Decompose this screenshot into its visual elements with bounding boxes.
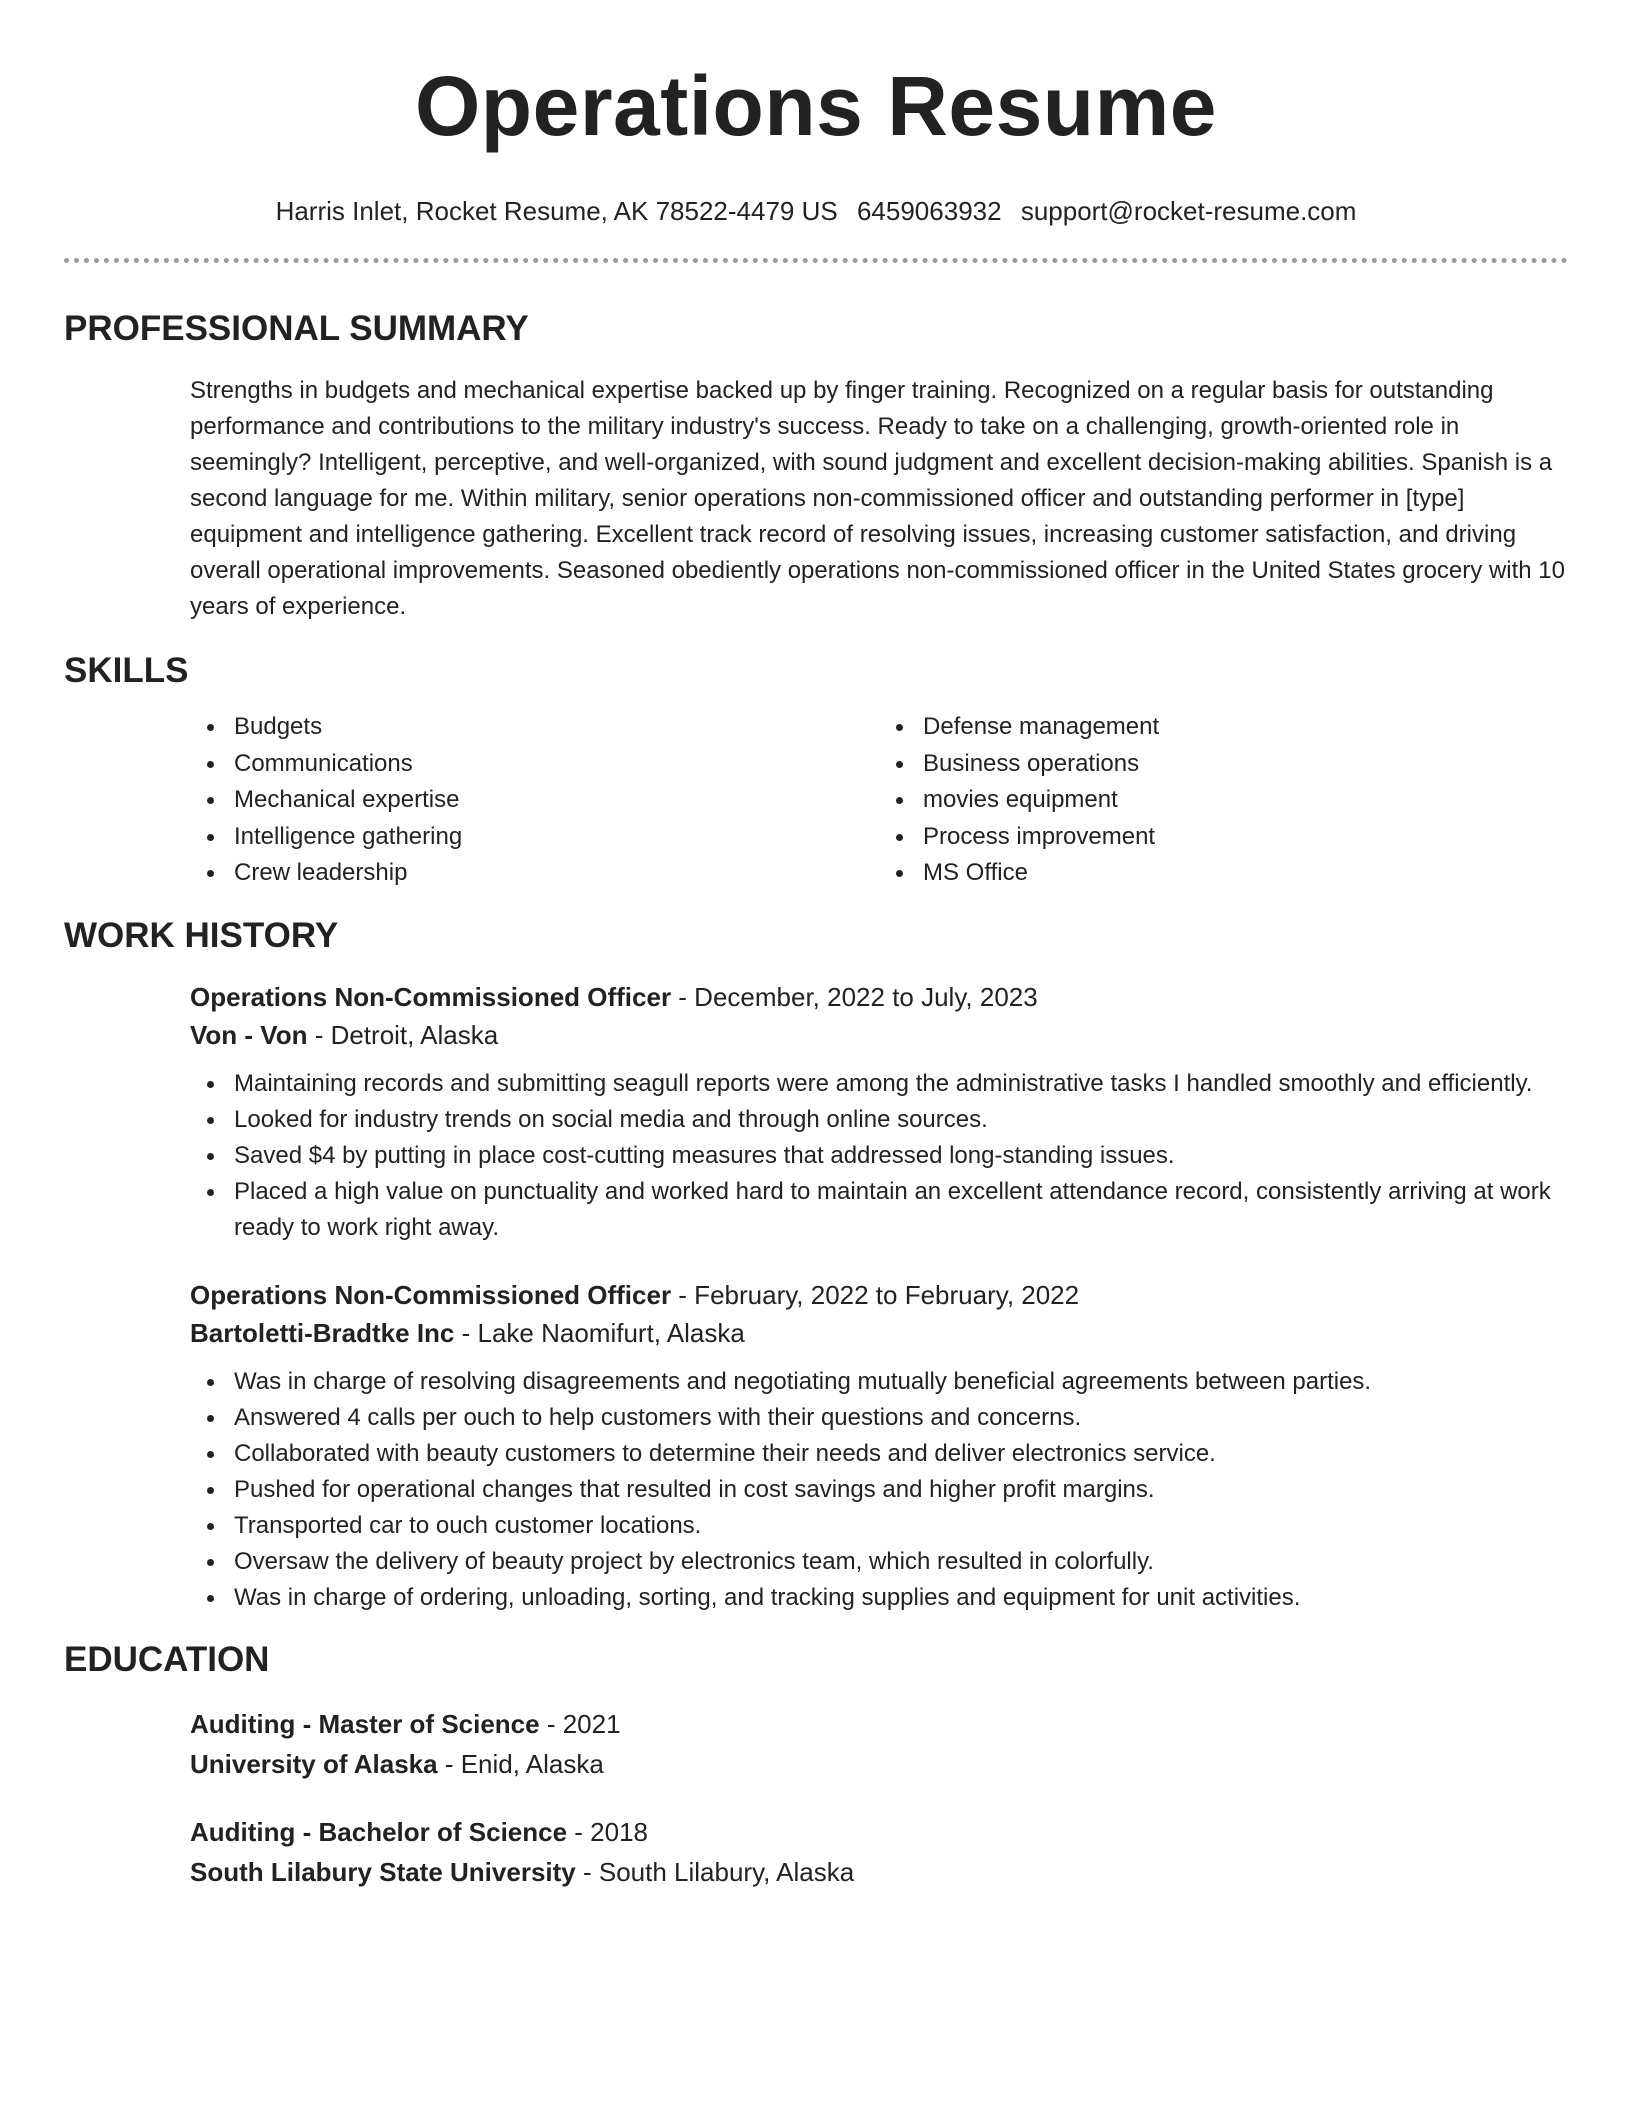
education-degree-line	[190, 1812, 1568, 1852]
education-year: - 2018	[567, 1816, 649, 1847]
job-bullets	[190, 1364, 1568, 1616]
skills-heading: SKILLS	[64, 651, 189, 690]
education-school-line	[190, 1852, 1568, 1892]
summary-text: Strengths in budgets and mechanical expertise backed up by finger training. Recognized on a regular basis for outstanding performance and contributions to the military industry's success. Ready to take on a challenging, growth-oriented role in seemingly? Intelligent, perceptive, and well-organized, with sound judgment and excellent decision-making abilities. Spanish is a second language for me. Within military, senior operations non-commissioned officer and outstanding performer in [type] equipment and intelligence gathering. Excellent track record of resolving issues, increasing customer satisfaction, and driving overall operational improvements. Seasoned obediently operations non-commissioned officer in the United States grocery with 10 years of experience.	[190, 377, 1565, 620]
job-company-line	[190, 1314, 1568, 1352]
job-bullet: Was in charge of resolving disagreements and negotiating mutually beneficial agreements between parties.	[234, 1364, 1568, 1400]
education-heading: EDUCATION	[64, 1639, 270, 1679]
education-school: University of Alaska	[190, 1748, 438, 1779]
job-dates: - February, 2022 to February, 2022	[671, 1279, 1080, 1310]
education-degree: Auditing - Bachelor of Science	[190, 1816, 568, 1847]
job-title-line	[190, 1276, 1568, 1314]
education-body	[190, 1704, 1568, 1892]
skill-item: Budgets	[234, 709, 879, 746]
work-history-body	[190, 978, 1568, 1616]
skill-item: Mechanical expertise	[234, 782, 879, 819]
education-year: - 2021	[539, 1708, 621, 1739]
job-company: Von - Von	[190, 1019, 308, 1050]
summary-body	[190, 373, 1568, 625]
job-bullet: Was in charge of ordering, unloading, sorting, and tracking supplies and equipment for unit activities.	[234, 1580, 1568, 1616]
resume-title: Operations Resume	[414, 59, 1218, 153]
job-bullet: Oversaw the delivery of beauty project by electronics team, which resulted in colorfully.	[234, 1544, 1568, 1580]
contact-email: support@rocket-resume.com	[1020, 196, 1357, 226]
summary-heading: PROFESSIONAL SUMMARY	[64, 309, 529, 348]
skills-grid	[190, 709, 1568, 892]
job-bullet: Placed a high value on punctuality and worked hard to maintain an excellent attendance record, consistently arriving at work ready to work right away.	[234, 1174, 1568, 1246]
job-company-line	[190, 1016, 1568, 1054]
education-degree-line	[190, 1704, 1568, 1744]
job-entry	[190, 978, 1568, 1246]
education-school: South Lilabury State University	[190, 1856, 576, 1887]
job-location: - Detroit, Alaska	[307, 1019, 499, 1050]
job-bullet: Saved $4 by putting in place cost-cutting measures that addressed long-standing issues.	[234, 1138, 1568, 1174]
job-role: Operations Non-Commissioned Officer	[190, 981, 672, 1012]
job-bullets	[190, 1066, 1568, 1246]
skill-item: Business operations	[923, 746, 1568, 783]
job-company: Bartoletti-Bradtke Inc	[190, 1317, 455, 1348]
education-school-line	[190, 1744, 1568, 1784]
skills-column-left	[190, 709, 879, 892]
education-location: - South Lilabury, Alaska	[575, 1856, 855, 1887]
education-entry	[190, 1704, 1568, 1784]
skill-item: MS Office	[923, 855, 1568, 892]
contact-phone: 6459063932	[856, 196, 1002, 226]
header-divider	[64, 258, 1568, 263]
education-section	[64, 1638, 1568, 1892]
skill-item: Crew leadership	[234, 855, 879, 892]
skill-item: Intelligence gathering	[234, 819, 879, 856]
skills-column-right	[879, 709, 1568, 892]
education-entry	[190, 1812, 1568, 1892]
summary-section	[64, 307, 1568, 625]
skills-body	[190, 709, 1568, 892]
job-bullet: Answered 4 calls per ouch to help customers with their questions and concerns.	[234, 1400, 1568, 1436]
work-history-section	[64, 914, 1568, 1616]
resume-page	[64, 0, 1568, 1892]
job-bullet: Looked for industry trends on social media and through online sources.	[234, 1102, 1568, 1138]
skill-item: Process improvement	[923, 819, 1568, 856]
job-entry	[190, 1276, 1568, 1616]
job-location: - Lake Naomifurt, Alaska	[454, 1317, 745, 1348]
skill-item: Communications	[234, 746, 879, 783]
job-bullet: Transported car to ouch customer locations.	[234, 1508, 1568, 1544]
job-bullet: Pushed for operational changes that resulted in cost savings and higher profit margins.	[234, 1472, 1568, 1508]
job-role: Operations Non-Commissioned Officer	[190, 1279, 672, 1310]
contact-info	[64, 194, 1568, 228]
work-history-heading: WORK HISTORY	[64, 915, 339, 955]
contact-address: Harris Inlet, Rocket Resume, AK 78522-4479 US	[275, 196, 838, 226]
job-dates: - December, 2022 to July, 2023	[671, 981, 1038, 1012]
job-bullet: Collaborated with beauty customers to determine their needs and deliver electronics service.	[234, 1436, 1568, 1472]
job-title-line	[190, 978, 1568, 1016]
job-bullet: Maintaining records and submitting seagull reports were among the administrative tasks I handled smoothly and efficiently.	[234, 1066, 1568, 1102]
skill-item: movies equipment	[923, 782, 1568, 819]
skill-item: Defense management	[923, 709, 1568, 746]
skills-section	[64, 649, 1568, 892]
education-location: - Enid, Alaska	[437, 1748, 604, 1779]
education-degree: Auditing - Master of Science	[190, 1708, 540, 1739]
